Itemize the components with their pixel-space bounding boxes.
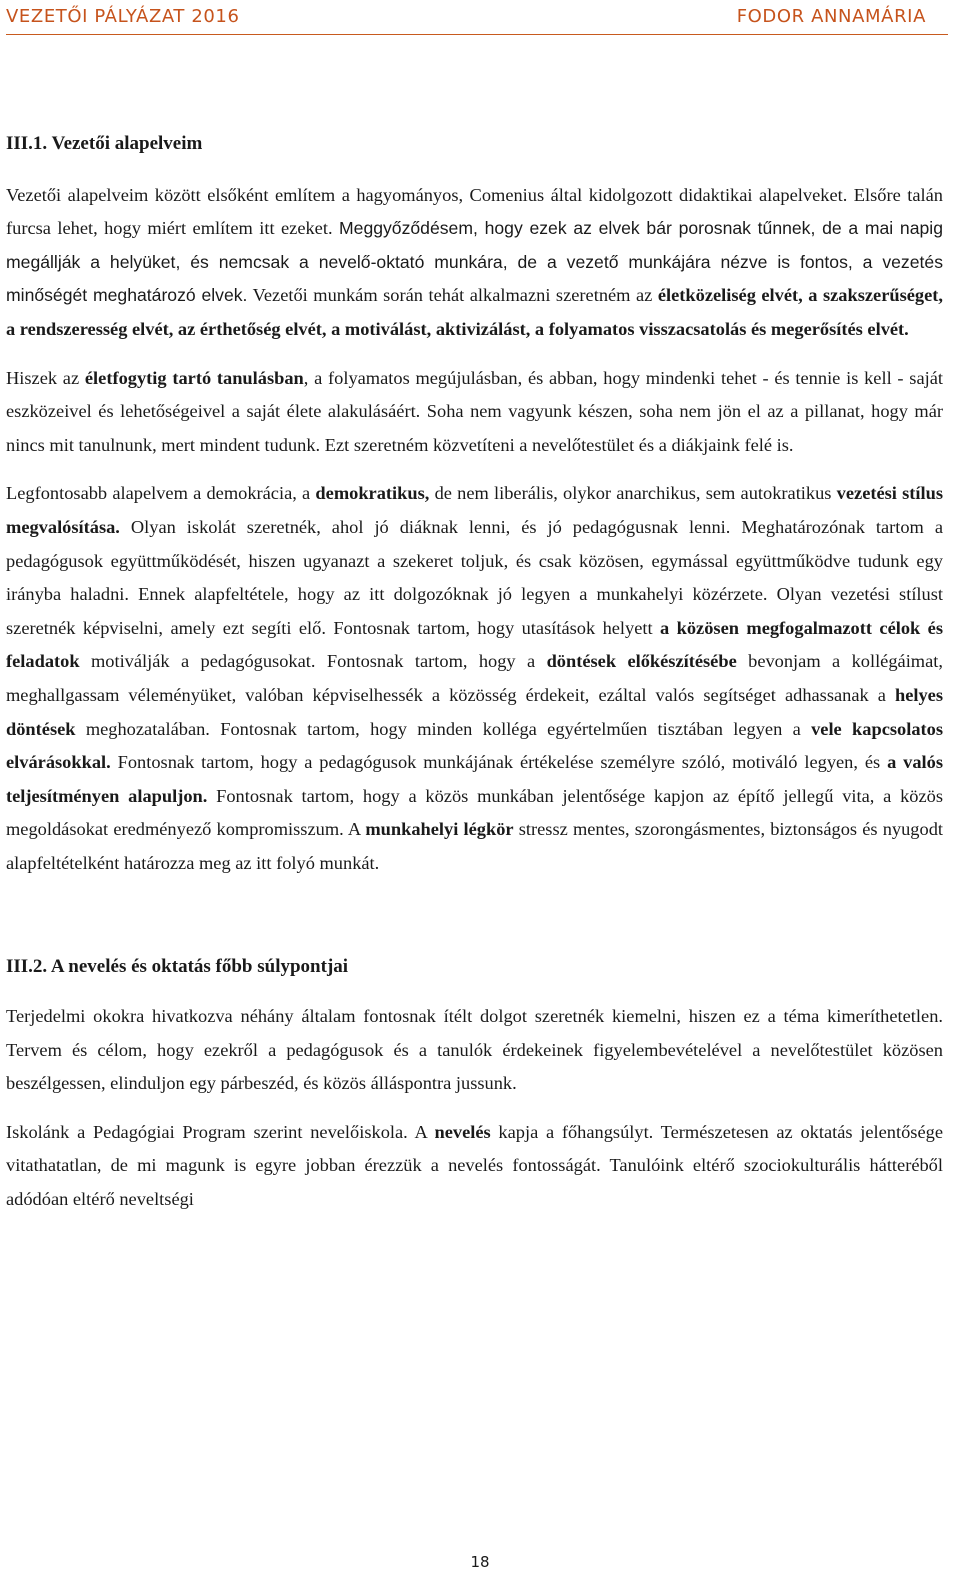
p3-text-2: de nem liberális, olykor anarchikus, sem autokratikus [429, 483, 837, 504]
p3-bold-6: vele kapcsolatos elvárásokkal. [6, 718, 943, 773]
p1-principles-bold: életközeliség elvét, a szakszerűséget, a rendszeresség elvét, az érthetőség elvét, a motiválást, aktivizálást, a folyamatos visszacsatolás és megerősítés elvét. [6, 285, 943, 339]
p1-sentence-1: Vezetői alapelveim között elsőként említem a hagyományos, Comenius által kidolgozott didaktikai alapelveket. Elsőre talán furcsa lehet, hogy miért említem itt ezeket. [6, 184, 943, 239]
paragraph-2 [6, 362, 943, 463]
p1-sentence-2: Meggyőződésem, hogy ezek az elvek bár porosnak tűnnek, de a mai napig megállják a helyüket, és nemcsak a nevelő-oktató munkára, de a vezető munkájára nézve is fontos, a vezetés minőségét meghatározó elvek. [6, 218, 943, 306]
p3-text-9: stressz mentes, szorongásmentes, biztonságos és nyugodt alapfeltételként határozza meg az itt folyó munkát. [6, 819, 943, 873]
p1-sentence-3: Vezetői munkám során tehát alkalmazni szeretném az [252, 285, 653, 306]
p2-text-2: , a folyamatos megújulásban, és abban, hogy mindenki tehet - és tennie is kell - saját eszközeivel és lehetőségeivel a saját élete alakulásáért. Soha nem vagyunk készen, soha nem jön el az a pillanat, hogy már nincs mit tanulnunk, mert mindent tudunk. Ezt szeretném közvetíteni a nevelőtestület és a diákjaink felé is. [6, 367, 943, 455]
p2-bold-1: életfogytig tartó tanulásban [84, 367, 304, 388]
page-number: 18 [470, 1553, 490, 1571]
p3-bold-3: a közösen megfogalmazott célok és feladatok [6, 617, 943, 672]
section-title-2: III.2. A nevelés és oktatás főbb súlypontjai [6, 956, 349, 978]
header-title: VEZETŐI PÁLYÁZAT 2016 [6, 6, 240, 27]
section-heading-2 [6, 950, 943, 984]
p3-text-8: Fontosnak tartom, hogy a közös munkában jelentősége kapjon az építő jellegű vita, a közös megoldásokat eredményező kompromisszum. A [6, 785, 943, 840]
p3-text-7: Fontosnak tartom, hogy a pedagógusok munkájának értékelése személyre szóló, motiváló legyen, és [110, 752, 888, 773]
p3-bold-2: vezetési stílus megvalósítása. [6, 483, 943, 537]
paragraph-4 [6, 1000, 943, 1101]
p5-text-1: Iskolánk a Pedagógiai Program szerint nevelőiskola. A [6, 1121, 435, 1142]
p3-text-5: bevonjam a kollégáimat, meghallgassam véleményüket, valóban képviselhessék a közösség érdekeit, ezáltal valós segítséget adhassanak a [6, 651, 943, 705]
paragraph-3 [6, 477, 943, 880]
p4-text: Terjedelmi okokra hivatkozva néhány általam fontosnak ítélt dolgot szeretnék kiemelni, hiszen ez a téma kimeríthetetlen. Tervem és célom, hogy ezekről a pedagógusok és a tanulók érdekeinek figyelembevételével a nevelőtestület közösen beszélgessen, elinduljon egy párbeszéd, és közös álláspontra jussunk. [6, 1006, 943, 1094]
p3-bold-5: helyes döntések [6, 684, 943, 739]
paragraph-5 [6, 1116, 943, 1217]
page-header [6, 4, 948, 35]
section-spacer [6, 895, 943, 950]
p3-bold-8: munkahelyi légkör [365, 819, 514, 840]
p3-text-3: Olyan iskolát szeretnék, ahol jó diáknak lenni, és jó pedagógusnak lenni. Meghatározónak tartom a pedagógusok együttműködését, hiszen ugyanazt a szekeret toljuk, és csak közösen, egymással együttműködve tudunk egy irányba haladni. Ennek alapfeltétele, hogy az itt dolgozóknak jó legyen a munkahelyi közérzete. Olyan vezetési stílust szeretnék képviselni, amely ezt segíti elő. Fontosnak tartom, hogy utasítások helyett [6, 516, 943, 638]
paragraph-1 [6, 179, 943, 347]
p5-bold-1: nevelés [434, 1121, 491, 1142]
p3-text-1: Legfontosabb alapelvem a demokrácia, a [6, 483, 316, 504]
section-heading-1 [6, 127, 943, 161]
p3-bold-4: döntések előkészítésébe [546, 651, 737, 672]
p3-bold-1: demokratikus, [315, 483, 430, 504]
section-title-1: III.1. Vezetői alapelveim [6, 133, 203, 154]
p3-text-4: motiválják a pedagógusokat. Fontosnak tartom, hogy a [79, 651, 547, 672]
p3-bold-7: a valós teljesítményen alapuljon. [6, 752, 943, 806]
p2-text-1: Hiszek az [6, 367, 85, 388]
header-author: FODOR ANNAMÁRIA [736, 6, 926, 27]
p5-text-2: kapja a főhangsúlyt. Természetesen az oktatás jelentősége vitathatatlan, de mi magunk is egyre jobban érezzük a nevelés fontosságát. Tanulóink eltérő szociokulturális hátteréből adódóan eltérő neveltségi [6, 1121, 943, 1210]
document-body [6, 127, 943, 1217]
p3-text-6: meghozatalában. Fontosnak tartom, hogy minden kolléga egyértelműen tisztában legyen a [75, 718, 812, 739]
